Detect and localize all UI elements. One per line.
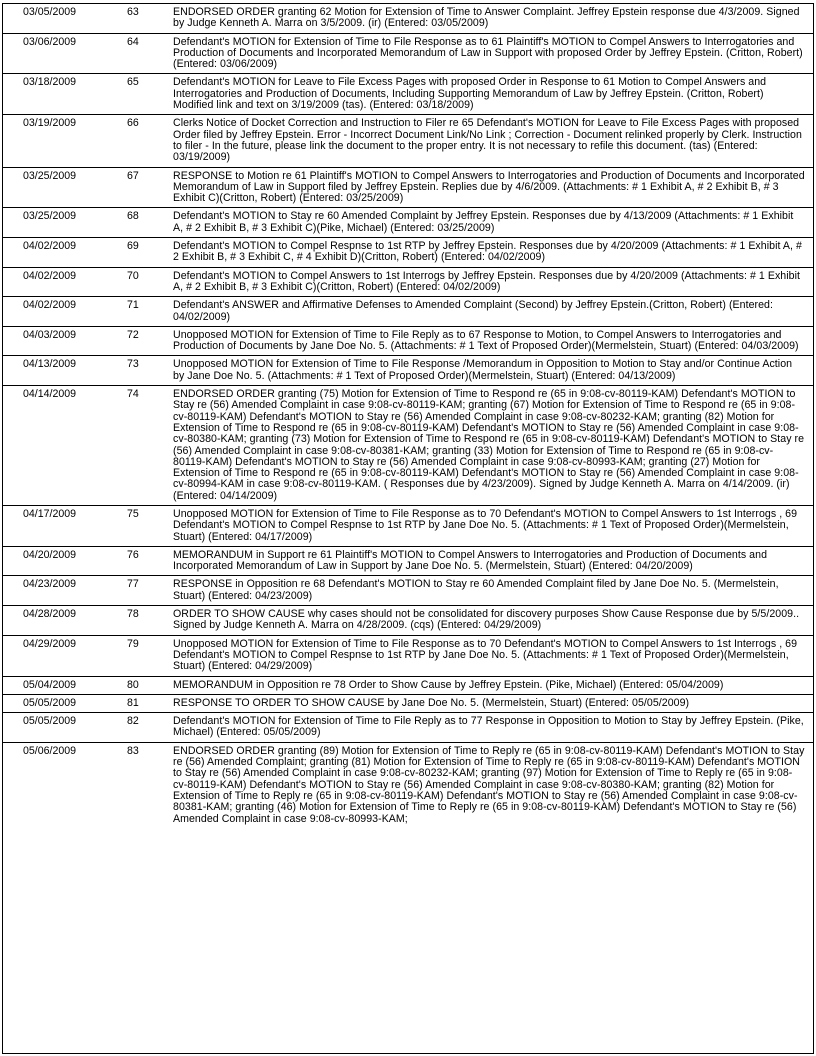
docket-entry-row [3,546,813,576]
docket-entry-row [3,74,813,115]
entry-date: 03/19/2009 [3,115,124,167]
entry-date: 03/25/2009 [3,167,124,208]
docket-entry-row [3,505,813,546]
entry-date: 04/03/2009 [3,326,124,356]
entry-text: Defendant's MOTION to Compel Respnse to 1st RTP by Jeffrey Epstein. Responses due by 4/20/2009 (Attachments: # 1 Exhibit A, # 2 Exhibit B, # 3 Exhibit C, # 4 Exhibit D)(Critton, Robert) (Entered: 04/02/2009) [169,238,813,268]
entry-text: Defendant's MOTION for Extension of Time to File Response as to 61 Plaintiff's MOTION to Compel Answers to Interrogatories and Production of Documents and Incorporated Memorandum of Law in Support with proposed Order by Jeffrey Epstein. (Critton, Robert) (Entered: 03/06/2009) [169,33,813,74]
entry-number: 76 [124,546,169,576]
entry-number: 70 [124,267,169,297]
docket-table-body [3,4,813,828]
entry-text: Defendant's MOTION for Extension of Time to File Reply as to 77 Response in Opposition to Motion to Stay by Jeffrey Epstein. (Pike, Michael) (Entered: 05/05/2009) [169,713,813,743]
entry-date: 03/05/2009 [3,4,124,33]
entry-text: Unopposed MOTION for Extension of Time to File Response as to 70 Defendant's MOTION to Compel Answers to 1st Interrogs , 69 Defendant's MOTION to Compel Respnse to 1st RTP by Jane Doe No. 5. (Attachments: # 1 Text of Proposed Order)(Mermelstein, Stuart) (Entered: 04/17/2009) [169,505,813,546]
docket-entry-row [3,694,813,712]
entry-date: 04/29/2009 [3,635,124,676]
entry-text: Unopposed MOTION for Extension of Time to File Response /Memorandum in Opposition to Motion to Stay and/or Continue Action by Jane Doe No. 5. (Attachments: # 1 Text of Proposed Order)(Mermelstein, Stuart) (Entered: 04/13/2009) [169,356,813,386]
entry-date: 04/02/2009 [3,297,124,327]
docket-entry-row [3,576,813,606]
entry-date: 05/05/2009 [3,713,124,743]
docket-entry-row [3,635,813,676]
entry-number: 78 [124,606,169,636]
entry-number: 82 [124,713,169,743]
docket-entry-row [3,167,813,208]
entry-text: ENDORSED ORDER granting (75) Motion for Extension of Time to Respond re (65 in 9:08-cv-80119-KAM) Defendant's MOTION to Stay re (56) Amended Complaint in case 9:08-cv-80119-KAM; granting (67) Motion for Extension of Time to Respond re (65 in 9:08-cv-80119-KAM) Defendant's MOTION to Stay re (56) Amended Complaint in case 9:08-cv-80232-KAM; granting (82) Motion for Extension of Time to Respond re (65 in 9:08-cv-80119-KAM) Defendant's MOTION to Stay re (56) Amended Complaint in case 9:08-cv-80380-KAM; granting (73) Motion for Extension of Time to Respond re (65 in 9:08-cv-80119-KAM) Defendant's MOTION to Stay re (56) Amended Complaint in case 9:08-cv-80381-KAM; granting (33) Motion for Extension of Time to Respond re (65 in 9:08-cv-80119-KAM) Defendant's MOTION to Stay re (56) Amended Complaint in case 9:08-cv-80993-KAM; granting (27) Motion for Extension of Time to Respond re (65 in 9:08-cv-80119-KAM) Defendant's MOTION to Stay re (56) Amended Complaint in case 9:08-cv-80994-KAM in case 9:08-cv-80119-KAM. ( Responses due by 4/23/2009). Signed by Judge Kenneth A. Marra on 4/14/2009. (ir) (Entered: 04/14/2009) [169,386,813,506]
entry-text: Defendant's ANSWER and Affirmative Defenses to Amended Complaint (Second) by Jeffrey Epstein.(Critton, Robert) (Entered: 04/02/2009) [169,297,813,327]
docket-table [3,4,813,828]
entry-date: 04/02/2009 [3,267,124,297]
entry-number: 68 [124,208,169,238]
docket-entry-row [3,297,813,327]
docket-entry-row [3,356,813,386]
entry-date: 05/06/2009 [23,744,77,757]
docket-entry-row [3,326,813,356]
entry-text: Clerks Notice of Docket Correction and Instruction to Filer re 65 Defendant's MOTION for Leave to File Excess Pages with proposed Order filed by Jeffrey Epstein. Error - Incorrect Document Link/No Link ; Correction - Document relinked properly by Clerk. Instruction to filer - In the future, please link the document to the proper entry. It is not necessary to refile this document. (tas) (Entered: 03/19/2009) [169,115,813,167]
entry-text: ENDORSED ORDER granting (89) Motion for Extension of Time to Reply re (65 in 9:08-cv-80119-KAM) Defendant's MOTION to Stay re (56) Amended Complaint; granting (81) Motion for Extension of Time to Reply re (65 in 9:08-cv-80119-KAM) Defendant's MOTION to Stay re (56) Amended Complaint in case 9:08-cv-80232-KAM; granting (97) Motion for Extension of Time to Reply re (65 in 9:08-cv-80119-KAM) Defendant's MOTION to Stay re (56) Amended Complaint in case 9:08-cv-80380-KAM; granting (82) Motion for Extension of Time to Reply re (65 in 9:08-cv-80119-KAM) Defendant's MOTION to Stay re (56) Amended Complaint in case 9:08-cv-80381-KAM; granting (46) Motion for Extension of Time to Reply re (65 in 9:08-cv-80119-KAM) Defendant's MOTION to Stay re (56) Amended Complaint in case 9:08-cv-80993-KAM; [173,744,805,825]
docket-entry-row [3,238,813,268]
entry-number: 77 [124,576,169,606]
entry-number: 83 [127,744,139,757]
docket-entry-row [3,606,813,636]
docket-sheet [2,3,814,1054]
docket-entry-row [3,676,813,694]
entry-number: 75 [124,505,169,546]
entry-text: ENDORSED ORDER granting 62 Motion for Extension of Time to Answer Complaint. Jeffrey Epstein response due 4/3/2009. Signed by Judge Kenneth A. Marra on 3/5/2009. (ir) (Entered: 03/05/2009) [169,4,813,33]
entry-date: 03/25/2009 [3,208,124,238]
entry-text: Defendant's MOTION to Stay re 60 Amended Complaint by Jeffrey Epstein. Responses due by 4/13/2009 (Attachments: # 1 Exhibit A, # 2 Exhibit B, # 3 Exhibit C)(Pike, Michael) (Entered: 03/25/2009) [169,208,813,238]
entry-number: 63 [124,4,169,33]
entry-text: Defendant's MOTION for Leave to File Excess Pages with proposed Order in Response to 61 Motion to Compel Answers and Interrogatories and Production of Documents, Including Supporting Memorandum of Law by Jeffrey Epstein. (Critton, Robert) Modified link and text on 3/19/2009 (tas). (Entered: 03/18/2009) [169,74,813,115]
entry-text: RESPONSE in Opposition re 68 Defendant's MOTION to Stay re 60 Amended Complaint filed by Jane Doe No. 5. (Mermelstein, Stuart) (Entered: 04/23/2009) [169,576,813,606]
entry-date: 04/17/2009 [3,505,124,546]
entry-number: 67 [124,167,169,208]
docket-entry-row [3,4,813,33]
entry-text: RESPONSE to Motion re 61 Plaintiff's MOTION to Compel Answers to Interrogatories and Production of Documents and Incorporated Memorandum of Law in Support filed by Jeffrey Epstein. Replies due by 4/6/2009. (Attachments: # 1 Exhibit A, # 2 Exhibit B, # 3 Exhibit C)(Critton, Robert) (Entered: 03/25/2009) [169,167,813,208]
entry-text: MEMORANDUM in Opposition re 78 Order to Show Cause by Jeffrey Epstein. (Pike, Michael) (Entered: 05/04/2009) [169,676,813,694]
docket-entry-row [3,115,813,167]
entry-number: 72 [124,326,169,356]
entry-text: RESPONSE TO ORDER TO SHOW CAUSE by Jane Doe No. 5. (Mermelstein, Stuart) (Entered: 05/05/2009) [169,694,813,712]
entry-number: 64 [124,33,169,74]
entry-number: 79 [124,635,169,676]
entry-date: 05/04/2009 [3,676,124,694]
entry-date: 04/13/2009 [3,356,124,386]
entry-number: 74 [124,386,169,506]
entry-date: 03/18/2009 [3,74,124,115]
entry-text: MEMORANDUM in Support re 61 Plaintiff's MOTION to Compel Answers to Interrogatories and Production of Documents and Incorporated Memorandum of Law in Support by Jane Doe No. 5. (Mermelstein, Stuart) (Entered: 04/20/2009) [169,546,813,576]
entry-number: 73 [124,356,169,386]
docket-entry-row [3,713,813,743]
entry-number: 69 [124,238,169,268]
entry-date: 04/20/2009 [3,546,124,576]
docket-entry-row [3,386,813,506]
entry-number: 66 [124,115,169,167]
docket-entry-row [3,267,813,297]
docket-entry-row [3,208,813,238]
docket-entry-row [3,742,813,828]
entry-date: 03/06/2009 [3,33,124,74]
entry-number: 81 [124,694,169,712]
entry-date: 04/02/2009 [3,238,124,268]
entry-number: 71 [124,297,169,327]
entry-date: 05/05/2009 [3,694,124,712]
entry-date: 04/23/2009 [3,576,124,606]
entry-date: 04/28/2009 [3,606,124,636]
entry-text: Unopposed MOTION for Extension of Time to File Reply as to 67 Response to Motion, to Compel Answers to Interrogatories and Production of Documents by Jane Doe No. 5. (Attachments: # 1 Text of Proposed Order)(Mermelstein, Stuart) (Entered: 04/03/2009) [169,326,813,356]
entry-date: 04/14/2009 [3,386,124,506]
entry-number: 80 [124,676,169,694]
entry-text: ORDER TO SHOW CAUSE why cases should not be consolidated for discovery purposes Show Cause Response due by 5/5/2009.. Signed by Judge Kenneth A. Marra on 4/28/2009. (cqs) (Entered: 04/29/2009) [169,606,813,636]
entry-text: Defendant's MOTION to Compel Answers to 1st Interrogs by Jeffrey Epstein. Responses due by 4/20/2009 (Attachments: # 1 Exhibit A, # 2 Exhibit B, # 3 Exhibit C)(Critton, Robert) (Entered: 04/02/2009) [169,267,813,297]
docket-entry-row [3,33,813,74]
entry-number: 65 [124,74,169,115]
entry-text: Unopposed MOTION for Extension of Time to File Response as to 70 Defendant's MOTION to Compel Answers to 1st Interrogs , 69 Defendant's MOTION to Compel Respnse to 1st RTP by Jane Doe No. 5. (Attachments: # 1 Text of Proposed Order)(Mermelstein, Stuart) (Entered: 04/29/2009) [169,635,813,676]
